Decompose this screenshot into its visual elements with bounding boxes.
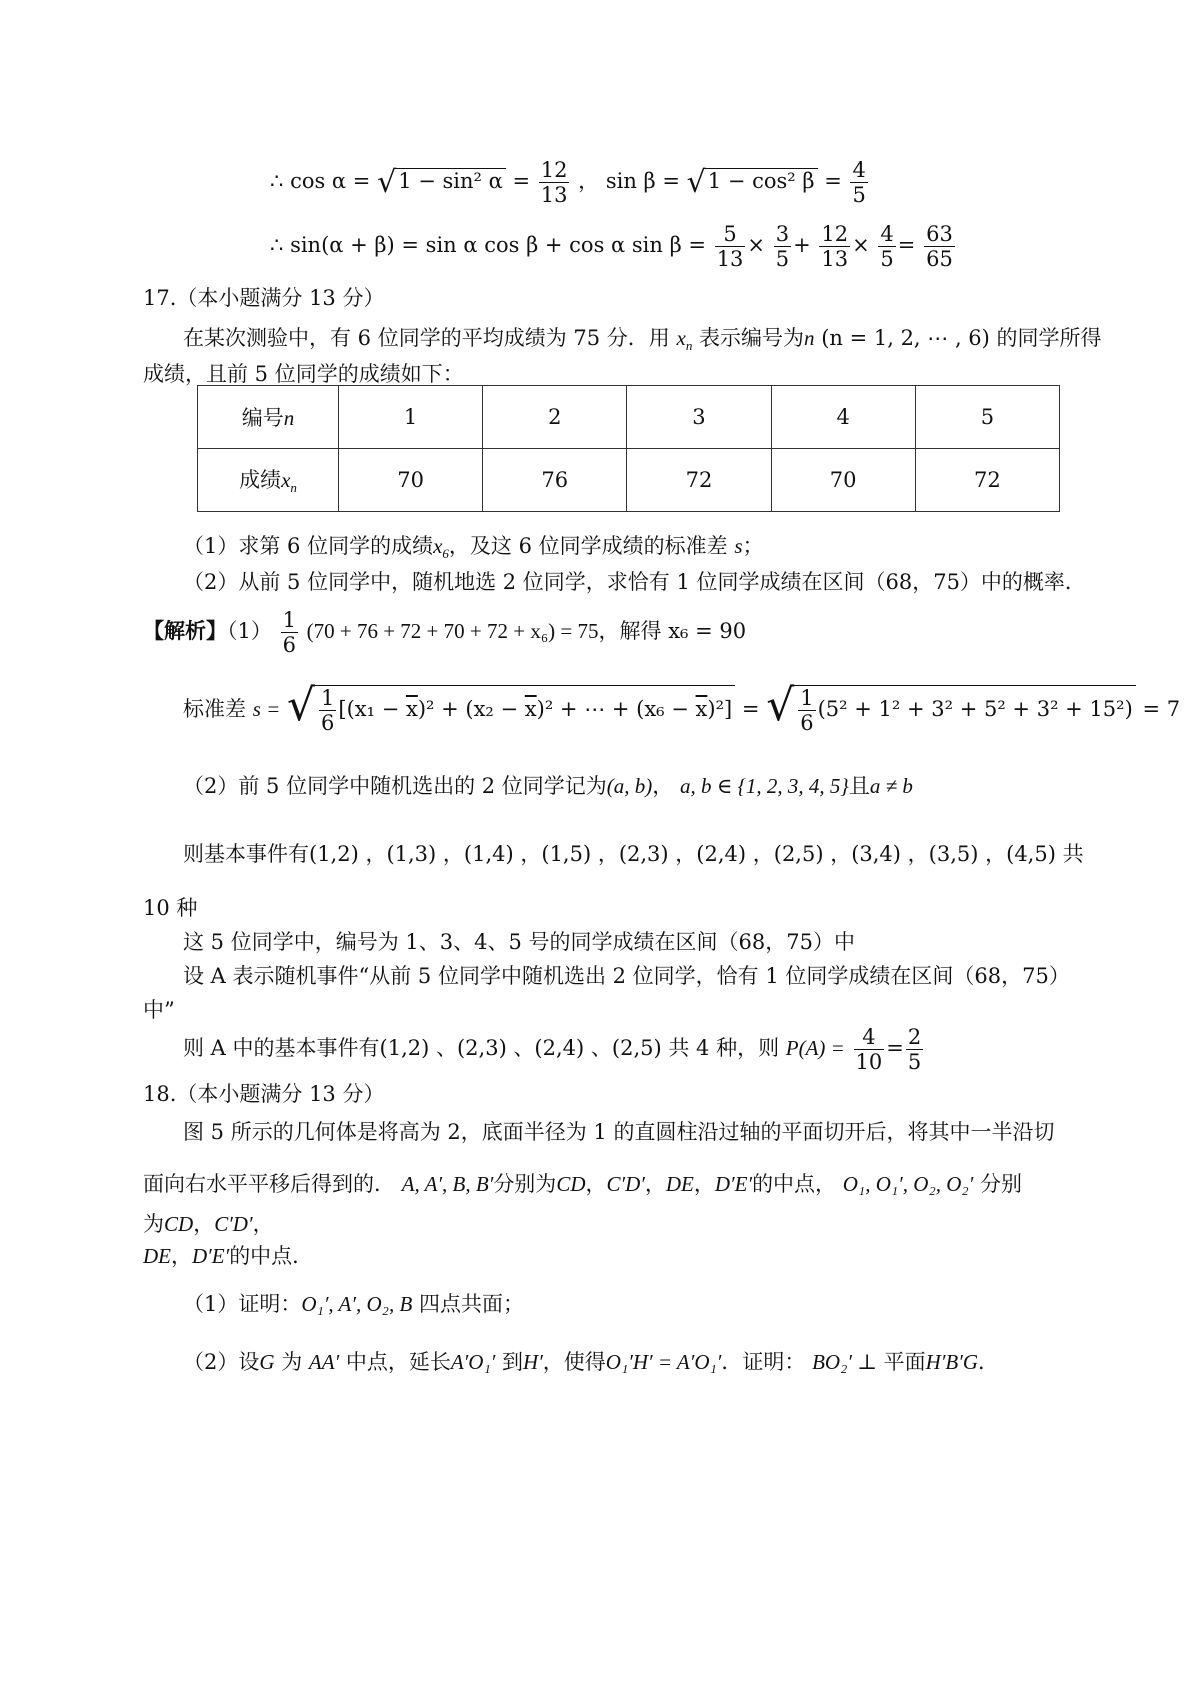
probability-line: 则 A 中的基本事件有(1,2) 、(2,3) 、(2,4) 、(2,5) 共 4 种，则 P(A) = $\frac{4}{10}$ = $\frac{2}{5}$ [183, 1025, 922, 1075]
table-cell: 4 [771, 386, 915, 449]
fraction: $\frac{3}{5}$ [775, 222, 790, 272]
fraction: $\frac{63}{65}$ [926, 222, 953, 272]
fraction: $\frac{12}{13}$ [821, 222, 849, 272]
table-header-cell: 编号n [198, 386, 339, 449]
std-radicand: $\frac{1}{6}$ [$(x_1 - \overline{x})^2 + (x_2 - \overline{x})^2$ + ⋯ + $(x_6 - \overline{x})^2$] [314, 685, 735, 735]
table-cell: 2 [483, 386, 627, 449]
events-count: 10 种 [143, 896, 198, 920]
q18-stem-line3: 为CD，C′D′， [143, 1212, 274, 1236]
fraction: $\frac{4}{5}$ [852, 158, 866, 208]
solve-result: x₆ = 90 [668, 619, 747, 644]
table-cell: 1 [339, 386, 483, 449]
q17-stem-line2: 成绩，且前 5 位同学的成绩如下： [143, 362, 464, 386]
therefore-sign: ∴ [270, 233, 284, 258]
table-cell: 72 [915, 449, 1059, 512]
q18-part1: （1）证明：O₁′, A′, O₂, B 四点共面； [183, 1292, 524, 1316]
q17-stem-line1: 在某次测验中，有 6 位同学的平均成绩为 75 分．用 $x_n$ 表示编号为n (n = 1, 2, ⋯ , 6) 的同学所得 [183, 326, 1102, 354]
fraction: $\frac{1}{6}$ [282, 608, 296, 658]
sin-beta-radicand: 1 − cos² β [705, 168, 818, 193]
sqrt-sign: √ [377, 165, 397, 201]
q18-stem-line4: DE，D′E′的中点． [143, 1244, 314, 1268]
table-cell: 70 [339, 449, 483, 512]
q17-part2: （2）从前 5 位同学中，随机地选 2 位同学，求恰有 1 位同学成绩在区间（68，75）中的概率． [183, 570, 1086, 594]
event-a-definition: 设 A 表示随机事件“从前 5 位同学中随机选出 2 位同学，恰有 1 位同学成绩在区间（68，75） [183, 964, 1070, 988]
event-a-definition-end: 中” [143, 998, 175, 1022]
sqrt-sign: √ [686, 165, 706, 201]
table-cell: 70 [771, 449, 915, 512]
table-cell: 3 [627, 386, 771, 449]
cos-alpha-radicand: 1 − sin² α [395, 168, 506, 193]
fraction: $\frac{4}{5}$ [880, 222, 894, 272]
table-cell: 5 [915, 386, 1059, 449]
basic-events-line: 则基本事件有(1,2) ，(1,3) ，(1,4) ，(1,5) ，(2,3) ，(2,4) ，(2,5) ，(3,4) ，(3,5) ，(4,5) 共 [183, 842, 1084, 866]
fraction: $\frac{5}{13}$ [716, 222, 744, 272]
table-row [198, 386, 1060, 449]
fraction: $\frac{12}{13}$ [540, 158, 568, 208]
solution-label: 【解析】 [143, 618, 227, 644]
table-header-cell: 成绩$x_n$ [198, 449, 339, 512]
cos-alpha-lhs: cos α = [290, 169, 371, 194]
xn-var: $x_n$ [676, 326, 693, 354]
interval-line: 这 5 位同学中，编号为 1、3、4、5 号的同学成绩在区间（68，75）中 [183, 930, 855, 954]
q18-stem-line1: 图 5 所示的几何体是将高为 2，底面半径为 1 的直圆柱沿过轴的平面切开后，将其中一半沿切 [183, 1120, 1055, 1144]
solution-17-part2: （2）前 5 位同学中随机选出的 2 位同学记为(a, b)， a, b ∈ {1, 2, 3, 4, 5}且a ≠ b [183, 774, 913, 798]
sin-sum-expression: sin(α + β) = sin α cos β + cos α sin β = [290, 233, 706, 258]
scores-table [197, 385, 1060, 512]
table-cell: 76 [483, 449, 627, 512]
solution-17-line1: 【解析】（1） $\frac{1}{6}$ (70 + 76 + 72 + 70 + 72 + x₆) = 75，解得 x₆ = 90 [143, 608, 747, 658]
sqrt-sign: √ [286, 680, 316, 731]
fraction: $\frac{2}{5}$ [907, 1025, 922, 1075]
table-row [198, 449, 1060, 512]
fraction: $\frac{4}{10}$ [855, 1025, 883, 1075]
sin-sum-line: ∴ sin(α + β) = sin α cos β + cos α sin β = $\frac{5}{13}$ × $\frac{3}{5}$ + $\frac{12}{13}$ × $\frac{4}{5}$ = $\frac{63}{65}$ [270, 222, 953, 272]
q18-part2: （2）设G 为 AA′ 中点，延长A′O₁′ 到H′，使得O₁′H′ = A′O₁′．证明： BO₂′ ⊥ 平面H′B′G． [183, 1350, 1000, 1374]
separator: ， [578, 169, 600, 194]
std-radicand-2: $\frac{1}{6}$ (5² + 1² + 3² + 5² + 3² + 15²) [793, 685, 1136, 735]
therefore-sign: ∴ [270, 169, 284, 194]
q18-heading: 18.（本小题满分 13 分） [143, 1082, 385, 1106]
std-dev-line: 标准差 s = √ $\frac{1}{6}$ [$(x_1 - \overline{x})^2 + (x_2 - \overline{x})^2$ + ⋯ + $(x_6 - \overline{x})^2$] = √ $\frac{1}{6}$ (5² + 1² + 3² + 5² + 3² + 15²) = 7 [183, 680, 1181, 735]
table-cell: 72 [627, 449, 771, 512]
q17-part1: （1）求第 6 位同学的成绩$x_6$，及这 6 位同学成绩的标准差 s； [183, 534, 764, 562]
cos-alpha-line: ∴ cos α = √1 − sin² α = $\frac{12}{13}$ ， sin β = √1 − cos² β = $\frac{4}{5}$ [270, 158, 866, 208]
q17-heading: 17.（本小题满分 13 分） [143, 286, 385, 310]
sin-beta-lhs: sin β = [605, 169, 680, 194]
sqrt-sign: √ [766, 680, 795, 731]
q18-stem-line2: 面向右水平平移后得到的． A, A′, B, B′分别为CD，C′D′，DE，D′E′的中点， O₁, O₁′, O₂, O₂′ 分别 [143, 1172, 1022, 1196]
